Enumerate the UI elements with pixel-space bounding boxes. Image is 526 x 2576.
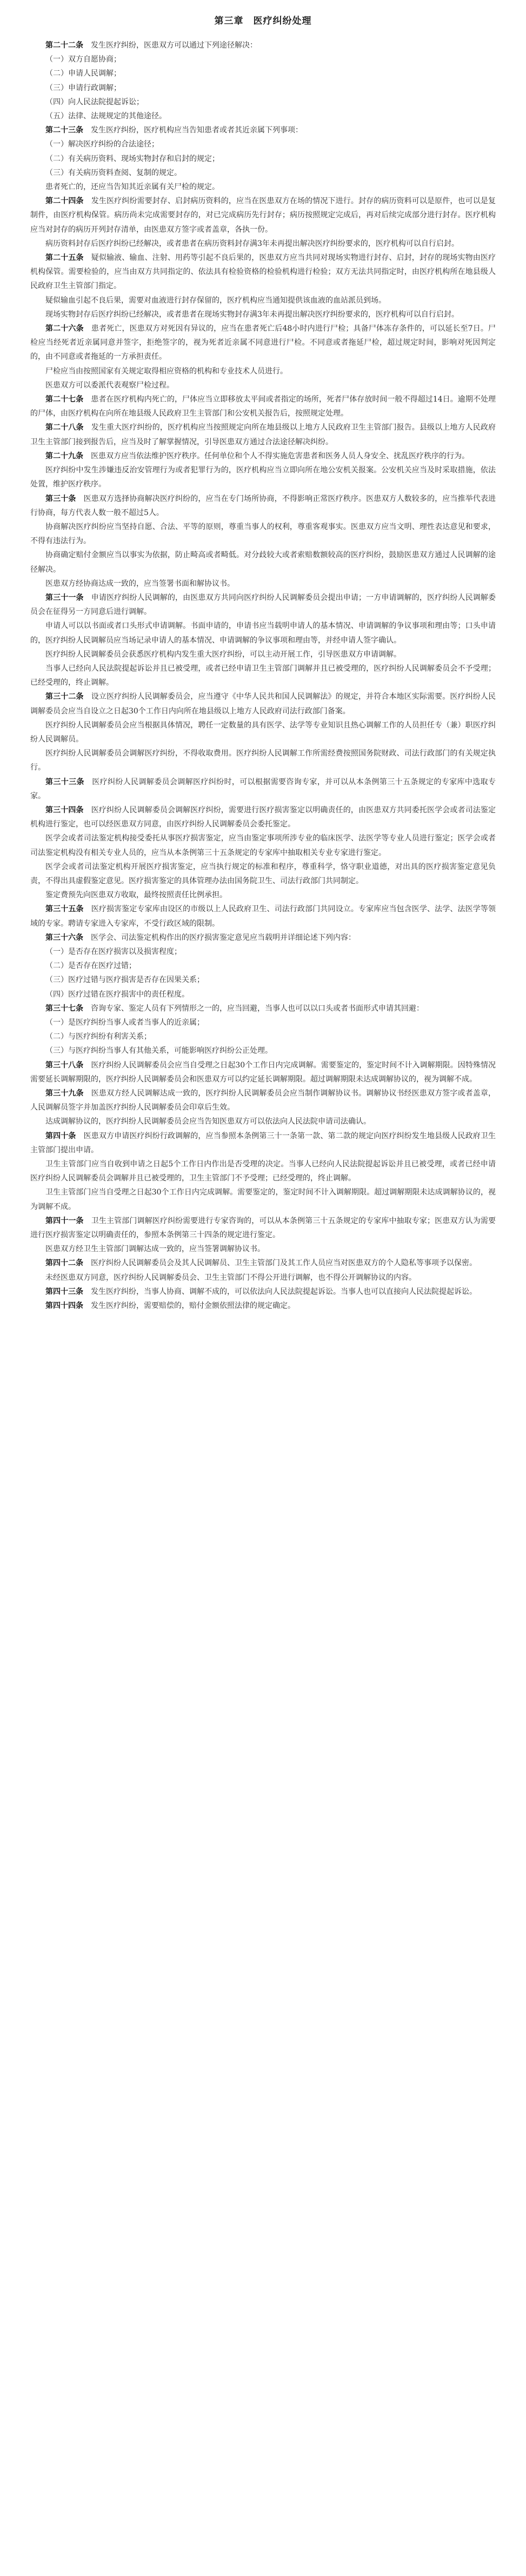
article-paragraph [30,392,496,421]
paragraph-text: 当事人已经向人民法院提起诉讼并且已被受理，或者已经申请卫生主管部门调解并且已被受理的，医疗纠纷人民调解委员会不予受理；已经受理的，终止调解。 [30,664,496,688]
paragraph [30,166,496,180]
article-number: 第三十一条 [45,593,84,602]
paragraph-text: 设立医疗纠纷人民调解委员会，应当遵守《中华人民共和国人民调解法》的规定，并符合本地区实际需要。医疗纠纷人民调解委员会应当自设立之日起30个工作日内向所在地县级以上地方人民政府司法行政部门备案。 [30,692,496,716]
article-paragraph [30,449,496,463]
paragraph-text: 医患双方选择协商解决医疗纠纷的，应当在专门场所协商，不得影响正常医疗秩序。医患双方人数较多的，应当推举代表进行协商，每方代表人数一般不超过5人。 [30,494,496,517]
article-number: 第四十一条 [45,1216,84,1225]
paragraph-text: 患者死亡，医患双方对死因有异议的，应当在患者死亡后48小时内进行尸检；具备尸体冻存条件的，可以延长至7日。尸检应当经死者近亲属同意并签字，拒绝签字的，视为死者近亲属不同意进行尸检。不同意或者拖延尸检，超过规定时间，影响对死因判定的，由不同意或者拖延的一方承担责任。 [30,324,496,362]
paragraph [30,959,496,973]
paragraph-text: （一）解决医疗纠纷的合法途径； [45,140,159,149]
article-paragraph [30,775,496,803]
paragraph [30,1157,496,1185]
article-number: 第三十条 [45,494,76,503]
paragraph [30,577,496,591]
paragraph-text: 咨询专家、鉴定人员有下列情形之一的，应当回避，当事人也可以以口头或者书面形式申请其回避： [91,1004,424,1013]
article-paragraph [30,1002,496,1016]
article-paragraph [30,1214,496,1242]
paragraph-text: （三）有关病历资料查阅、复制的规定。 [45,168,182,177]
paragraph [30,180,496,194]
paragraph-text: 发生医疗纠纷，当事人协商、调解不成的，可以依法向人民法院提起诉讼。当事人也可以直接向人民法院提起诉讼。 [91,1287,477,1296]
paragraph-text: 医学会或者司法鉴定机构接受委托从事医疗损害鉴定，应当由鉴定事项所涉专业的临床医学、法医学等专业人员进行鉴定；医学会或者司法鉴定机构没有相关专业人员的，应当从本条例第三十五条规定的专家库中抽取相关专业专家进行鉴定。 [30,834,496,857]
article-number: 第二十五条 [45,253,84,263]
article-paragraph [30,194,496,237]
paragraph-text: 医患双方申请医疗纠纷行政调解的，应当参照本条例第三十一条第一款、第二款的规定向医疗纠纷发生地县级人民政府卫生主管部门提出申请。 [30,1131,496,1154]
paragraph-text: （四）向人民法院提起诉讼； [45,97,144,106]
paragraph-text: 尸检应当由按照国家有关规定取得相应资格的机构和专业技术人员进行。 [45,366,288,376]
paragraph-text: 患者死亡的，还应当告知其近亲属有关尸检的规定。 [45,183,219,192]
paragraph-text: 发生医疗纠纷需要封存、启封病历资料的，应当在医患双方在场的情况下进行。封存的病历资料可以是原件，也可以是复制件，由医疗机构保管。病历尚未完成需要封存的，对已完成病历先行封存；病历按照规定完成后，再对后续完成部分进行封存。医疗机构应当对封存的病历开列封存清单，由医患双方签字或者盖章，各执一份。 [30,197,496,234]
article-paragraph [30,1299,496,1313]
paragraph [30,52,496,66]
paragraph-text: 卫生主管部门应当自受理之日起30个工作日内完成调解。需要鉴定的，鉴定时间不计入调解期限。超过调解期限未达成调解协议的，视为调解不成。 [30,1188,496,1211]
paragraph-text: 疑似输液、输血、注射、用药等引起不良后果的，医患双方应当共同对现场实物进行封存、启封，封存的现场实物由医疗机构保管。需要检验的，应当由双方共同指定的、依法具有检验资格的检验机构进行检验；双方无法共同指定时，由医疗机构所在地县级人民政府卫生主管部门指定。 [30,253,496,291]
paragraph-text: 医疗纠纷人民调解委员会应当自受理之日起30个工作日内完成调解。需要鉴定的，鉴定时间不计入调解期限。因特殊情况需要延长调解期限的，医疗纠纷人民调解委员会和医患双方可以约定延长调解期限。超过调解期限未达成调解协议的，视为调解不成。 [30,1060,496,1084]
paragraph [30,66,496,81]
article-paragraph [30,902,496,930]
chapter-title: 第三章 医疗纠纷处理 [214,16,312,26]
article-paragraph [30,1285,496,1299]
article-number: 第二十三条 [45,126,83,135]
article-paragraph [30,690,496,718]
article-paragraph [30,1129,496,1157]
paragraph-text: 医疗纠纷人民调解委员会应当根据具体情况，聘任一定数量的具有医学、法学等专业知识且热心调解工作的人员担任专（兼）职医疗纠纷人民调解员。 [30,720,496,744]
paragraph-text: 未经医患双方同意，医疗纠纷人民调解委员会、卫生主管部门不得公开进行调解，也不得公开调解协议的内容。 [45,1273,416,1282]
paragraph-text: （二）申请人民调解； [45,69,121,78]
paragraph-text: 医疗纠纷人民调解委员会获悉医疗机构内发生重大医疗纠纷，可以主动开展工作，引导医患双方申请调解。 [45,650,401,659]
paragraph [30,109,496,123]
paragraph-text: 疑似输血引起不良后果，需要对血液进行封存保留的，医疗机构应当通知提供该血液的血站派员到场。 [45,296,386,305]
paragraph-text: 达成调解协议的，医疗纠纷人民调解委员会应当告知医患双方可以依法向人民法院申请司法确认。 [45,1117,371,1126]
paragraph-text: 发生医疗纠纷，需要赔偿的，赔付金额依照法律的规定确定。 [91,1302,295,1311]
paragraph-text: 发生重大医疗纠纷的，医疗机构应当按照规定向所在地县级以上地方人民政府卫生主管部门报告。县级以上地方人民政府卫生主管部门接到报告后，应当及时了解掌握情况，引导医患双方通过合法途径解决纠纷。 [30,423,496,446]
article-number: 第三十四条 [45,805,84,815]
article-paragraph [30,322,496,364]
paragraph-text: （五）法律、法规规定的其他途径。 [45,112,167,121]
paragraph-text: （三）与医疗纠纷当事人有其他关系，可能影响医疗纠纷公正处理。 [45,1046,272,1056]
paragraph [30,718,496,746]
article-number: 第二十九条 [45,451,83,461]
paragraph-text: （三）申请行政调解； [45,83,121,92]
article-number: 第四十四条 [45,1302,83,1311]
paragraph-text: 协商解决医疗纠纷应当坚持自愿、合法、平等的原则，尊重当事人的权利，尊重客观事实。医患双方应当文明、理性表达意见和要求，不得有违法行为。 [30,522,496,546]
paragraph-text: 患者在医疗机构内死亡的，尸体应当立即移放太平间或者指定的场所，死者尸体存放时间一般不得超过14日。逾期不处理的尸体，由医疗机构在向所在地县级人民政府卫生主管部门和公安机关报告后，按照规定处理。 [30,395,496,418]
paragraph [30,520,496,548]
article-number: 第三十五条 [45,905,84,914]
paragraph-text: 病历资料封存后医疗纠纷已经解决，或者患者在病历资料封存满3年未再提出解决医疗纠纷要求的，医疗机构可以自行启封。 [45,239,459,248]
paragraph [30,888,496,902]
article-paragraph [30,251,496,293]
article-paragraph [30,1058,496,1086]
paragraph [30,1030,496,1044]
article-number: 第四十二条 [45,1259,83,1268]
paragraph-text: 医疗纠纷人民调解委员会调解医疗纠纷，需要进行医疗损害鉴定以明确责任的，由医患双方共同委托医学会或者司法鉴定机构进行鉴定，也可以经医患双方同意，由医疗纠纷人民调解委员会委托鉴定。 [30,805,496,829]
paragraph [30,746,496,775]
paragraph [30,463,496,491]
article-paragraph [30,931,496,945]
paragraph [30,662,496,690]
paragraph [30,548,496,576]
paragraph [30,831,496,859]
paragraph [30,293,496,308]
paragraph-text: 卫生主管部门应当自收到申请之日起5个工作日内作出是否受理的决定。当事人已经向人民法院提起诉讼并且已被受理，或者已经申请医疗纠纷人民调解委员会调解并且已被受理的，卫生主管部门不予受理；已经受理的，终止调解。 [30,1160,496,1183]
article-number: 第三十三条 [45,777,84,786]
paragraph-text: （四）医疗过错在医疗损害中的责任程度。 [45,990,189,999]
article-number: 第三十七条 [45,1004,83,1013]
paragraph-text: 医学会、司法鉴定机构作出的医疗损害鉴定意见应当载明并详细论述下列内容： [91,933,356,942]
paragraph-text: 医患双方可以委派代表观察尸检过程。 [45,381,174,390]
paragraph [30,945,496,959]
article-number: 第二十六条 [45,324,84,333]
paragraph-text: 医患双方经卫生主管部门调解达成一致的，应当签署调解协议书。 [45,1245,265,1254]
paragraph-text: 医患双方应当依法维护医疗秩序。任何单位和个人不得实施危害患者和医务人员人身安全、扰乱医疗秩序的行为。 [91,451,469,461]
paragraph-text: （二）与医疗纠纷有利害关系； [45,1032,151,1042]
paragraph [30,1185,496,1213]
paragraph-text: 医疗纠纷中发生涉嫌违反治安管理行为或者犯罪行为的，医疗机构应当立即向所在地公安机关报案。公安机关应当及时采取措施，依法处置，维护医疗秩序。 [30,466,496,489]
paragraph [30,619,496,647]
paragraph [30,1044,496,1058]
article-number: 第三十九条 [45,1089,84,1098]
paragraph-text: （三）医疗过错与医疗损害是否存在因果关系； [45,976,204,985]
paragraph [30,987,496,1002]
paragraph [30,378,496,392]
paragraph-text: 医疗纠纷人民调解委员会调解医疗纠纷，不得收取费用。医疗纠纷人民调解工作所需经费按照国务院财政、司法行政部门的有关规定执行。 [30,749,496,772]
paragraph [30,1271,496,1285]
article-paragraph [30,421,496,449]
article-paragraph [30,1086,496,1115]
paragraph [30,81,496,95]
paragraph-text: （一）是医疗纠纷当事人或者当事人的近亲属； [45,1018,204,1027]
document-body [30,38,496,1313]
article-paragraph [30,803,496,831]
paragraph-text: （二）有关病历资料、现场实物封存和启封的规定； [45,154,219,163]
paragraph-text: 医患双方经协商达成一致的，应当签署书面和解协议书。 [45,579,235,588]
article-number: 第二十二条 [45,41,83,50]
article-paragraph [30,1256,496,1270]
paragraph [30,648,496,662]
paragraph-text: 协商确定赔付金额应当以事实为依据，防止畸高或者畸低。对分歧较大或者索赔数额较高的医疗纠纷，鼓励医患双方通过人民调解的途径解决。 [30,551,496,574]
article-paragraph [30,492,496,520]
paragraph [30,1016,496,1030]
article-number: 第二十四条 [45,197,84,206]
paragraph-text: （一）是否存在医疗损害以及损害程度； [45,947,182,956]
paragraph-text: 医疗纠纷人民调解委员会调解医疗纠纷时，可以根据需要咨询专家，并可以从本条例第三十五条规定的专家库中选取专家。 [30,777,496,800]
article-number: 第四十条 [45,1131,76,1140]
paragraph-text: 申请医疗纠纷人民调解的，由医患双方共同向医疗纠纷人民调解委员会提出申请；一方申请调解的，医疗纠纷人民调解委员会在征得另一方同意后进行调解。 [30,593,496,617]
paragraph-text: （一）双方自愿协商； [45,55,121,64]
paragraph-text: 医学会或者司法鉴定机构开展医疗损害鉴定，应当执行规定的标准和程序，尊重科学，恪守职业道德，对出具的医疗损害鉴定意见负责，不得出具虚假鉴定意见。医疗损害鉴定的具体管理办法由国务院卫生、司法行政部门共同制定。 [30,862,496,885]
paragraph-text: 现场实物封存后医疗纠纷已经解决，或者患者在现场实物封存满3年未再提出解决医疗纠纷要求的，医疗机构可以自行启封。 [45,310,459,319]
paragraph [30,137,496,151]
paragraph-text: 医疗损害鉴定专家库由设区的市级以上人民政府卫生、司法行政部门共同设立。专家库应当包含医学、法学、法医学等领域的专家。聘请专家进入专家库，不受行政区域的限制。 [30,905,496,928]
paragraph-text: （二）是否存在医疗过错； [45,962,136,971]
article-number: 第二十七条 [45,395,84,404]
paragraph-text: 医患双方经人民调解达成一致的，医疗纠纷人民调解委员会应当制作调解协议书。调解协议书经医患双方签字或者盖章，人民调解员签字并加盖医疗纠纷人民调解委员会印章后生效。 [30,1089,496,1112]
paragraph [30,364,496,378]
paragraph-text: 发生医疗纠纷，医疗机构应当告知患者或者其近亲属下列事项： [91,126,303,135]
paragraph [30,1242,496,1256]
paragraph [30,237,496,251]
paragraph [30,95,496,109]
paragraph [30,973,496,987]
article-paragraph [30,38,496,52]
article-number: 第三十二条 [45,692,84,702]
paragraph [30,308,496,322]
paragraph [30,1115,496,1129]
article-number: 第三十六条 [45,933,83,942]
paragraph-text: 卫生主管部门调解医疗纠纷需要进行专家咨询的，可以从本条例第三十五条规定的专家库中抽取专家；医患双方认为需要进行医疗损害鉴定以明确责任的，参照本条例第三十四条的规定进行鉴定。 [30,1216,496,1240]
paragraph [30,860,496,888]
paragraph [30,152,496,166]
paragraph-text: 发生医疗纠纷，医患双方可以通过下列途径解决： [91,41,257,50]
paragraph-text: 申请人可以以书面或者口头形式申请调解。书面申请的，申请书应当载明申请人的基本情况、申请调解的争议事项和理由等；口头申请的，医疗纠纷人民调解员应当场记录申请人的基本情况、申请调解的争议事项和理由等，并经申请人签字确认。 [30,622,496,645]
article-number: 第四十三条 [45,1287,83,1296]
paragraph-text: 鉴定费预先向医患双方收取，最终按照责任比例承担。 [45,891,227,900]
article-number: 第三十八条 [45,1060,84,1070]
paragraph-text: 医疗纠纷人民调解委员会及其人民调解员、卫生主管部门及其工作人员应当对医患双方的个人隐私等事项予以保密。 [91,1259,477,1268]
article-paragraph [30,591,496,619]
article-number: 第二十八条 [45,423,84,432]
article-paragraph [30,123,496,137]
